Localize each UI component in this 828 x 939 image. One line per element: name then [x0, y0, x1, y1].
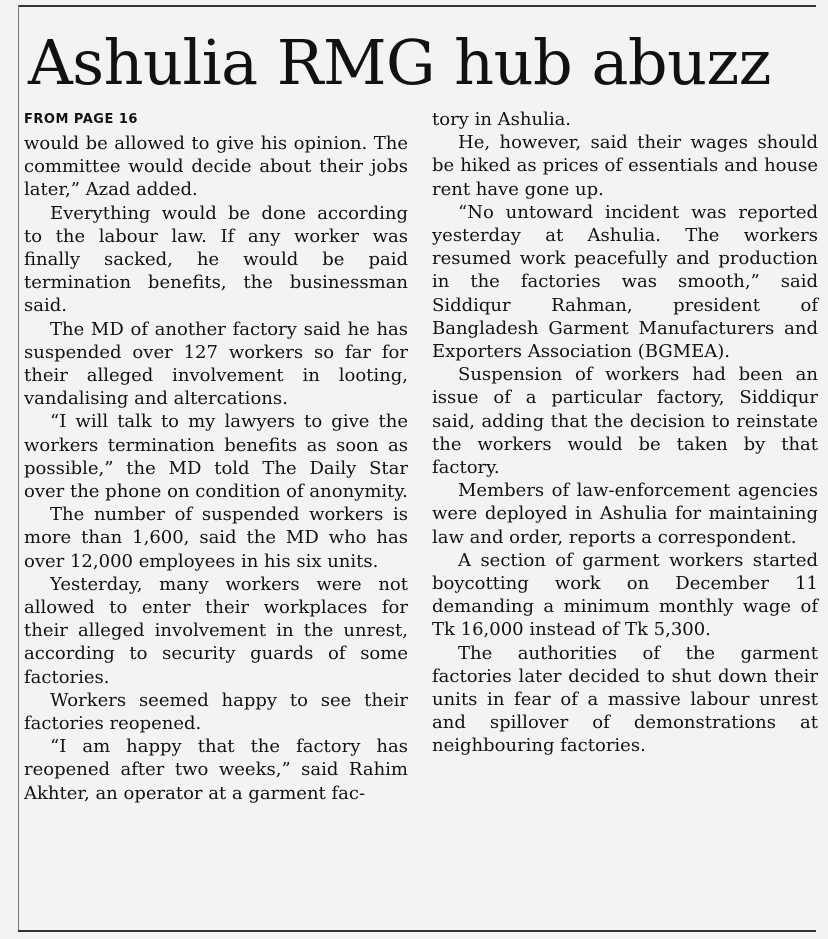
- paragraph: A section of garment workers started boycotting work on December 11 demanding a minimum monthly wage of Tk 16,000 instead of Tk 5,300.: [432, 549, 818, 641]
- headline: Ashulia RMG hub abuzz: [28, 26, 771, 99]
- paragraph: tory in Ashulia.: [432, 109, 572, 130]
- paragraph: The MD of another factory said he has suspended over 127 workers so far for their alleged involvement in looting, vandalising and altercations.: [24, 318, 408, 410]
- paragraph: Everything would be done according to the labour law. If any worker was finally sacked, he would be paid termination benefits, the businessman said.: [24, 202, 408, 317]
- paragraph: Members of law-enforcement agencies were deployed in Ashulia for maintaining law and order, reports a correspondent.: [432, 480, 818, 548]
- paragraph: “I will talk to my lawyers to give the workers termination benefits as soon as possible,” the MD told The Daily Star over the phone on condition of anonymity.: [24, 411, 408, 503]
- paragraph: He, however, said their wages should be hiked as prices of essentials and house rent have gone up.: [432, 132, 818, 200]
- paragraph: “I am happy that the factory has reopened after two weeks,” said Rahim Akhter, an operator at a garment fac-: [24, 736, 408, 804]
- paragraph: “No untoward incident was reported yesterday at Ashulia. The workers resumed work peacefully and production in the factories was smooth,” said Siddiqur Rahman, president of Bangladesh Garment Manufacturers and Exporters Association (BGMEA).: [432, 201, 818, 363]
- bottom-rule: [18, 930, 816, 932]
- paragraph: The authorities of the garment factories later decided to shut down their units in fear of a massive labour unrest and spillover of demonstrations at neighbouring factories.: [432, 642, 818, 757]
- left-border: [18, 5, 19, 932]
- top-rule: [18, 5, 816, 7]
- jump-line: FROM PAGE 16: [24, 112, 138, 127]
- paragraph: Yesterday, many workers were not allowed to enter their workplaces for their alleged involvement in the unrest, according to security guards of some factories.: [24, 573, 408, 688]
- left-column: [24, 108, 408, 805]
- paragraph: The number of suspended workers is more than 1,600, said the MD who has over 12,000 employees in his six units.: [24, 504, 408, 572]
- paragraph: would be allowed to give his opinion. The committee would decide about their jobs later,” Azad added.: [24, 133, 408, 201]
- right-column: [432, 108, 818, 758]
- paragraph: Suspension of workers had been an issue of a particular factory, Siddiqur said, adding that the decision to reinstate the workers would be taken by that factory.: [432, 364, 818, 479]
- paragraph: Workers seemed happy to see their factories reopened.: [24, 689, 408, 735]
